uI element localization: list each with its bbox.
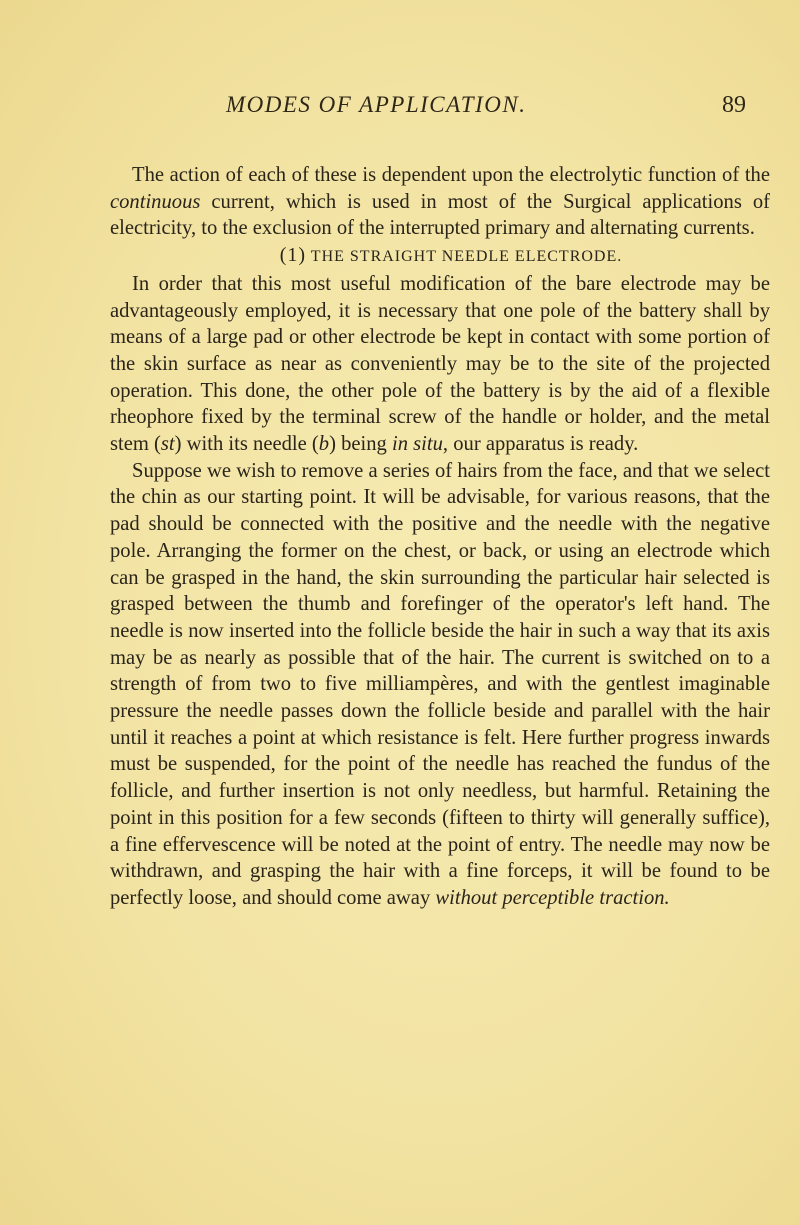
italic-run: st <box>160 433 175 456</box>
intro-paragraph <box>110 162 770 242</box>
section-title: THE STRAIGHT NEEDLE ELECTRODE. <box>310 248 623 266</box>
page-body <box>110 162 770 912</box>
running-head: MODES OF APPLICATION. <box>226 92 527 117</box>
italic-run: in situ <box>392 433 443 456</box>
text-run: ) with its needle ( <box>174 433 319 456</box>
section-number: (1) <box>279 244 307 267</box>
paragraph-electrode <box>110 271 770 458</box>
italic-run: b <box>318 433 330 456</box>
section-heading <box>110 242 770 271</box>
text-run: current, which is used in most of the Surgical applications of electricity, to the exclusion of the interrupted primary and alternating currents. <box>110 190 770 240</box>
paragraph-procedure <box>110 458 770 912</box>
text-run: , our apparatus is ready. <box>442 433 639 456</box>
page-header <box>0 92 800 132</box>
text-run: In order that this most useful modification of the bare electrode may be advantageously employed, it is necessary that one pole of the battery shall by means of a large pad or other electrode be kept in contact with some portion of the skin surface as near as conveniently may be to the site of the projected operation. This done, the other pole of the battery is by the aid of a flexible rheophore fixed by the terminal screw of the handle or holder, and the metal stem ( <box>110 272 770 456</box>
text-run: Suppose we wish to remove a series of hairs from the face, and that we select the chin as our starting point. It will be advisable, for various reasons, that the pad should be connected with the positive and the needle with the negative pole. Arranging the former on the chest, or back, or using an electrode which can be grasped in the hand, the skin surrounding the particular hair selected is grasped between the thumb and forefinger of the operator's left hand. The needle is now inserted into the follicle beside the hair in such a way that its axis may be as nearly as possible that of the hair. The current is switched on to a strength of from two to five milliampères, and with the gentlest imaginable pressure the needle passes down the follicle beside and parallel with the hair until it reaches a point at which resistance is felt. Here further progress inwards must be suspended, for the point of the needle has reached the fundus of the follicle, and further insertion is not only needless, but harmful. Retaining the point in this position for a few seconds (fifteen to thirty will generally suffice), a fine effervescence will be noted at the point of entry. The needle may now be withdrawn, and grasping the hair with a fine forceps, it will be found to be perfectly loose, and should come away <box>110 459 770 909</box>
italic-run: without perceptible traction. <box>435 886 670 909</box>
page-number: 89 <box>722 92 746 118</box>
text-run: ) being <box>329 433 392 456</box>
text-run: The action of each of these is dependent upon the electrolytic function of the <box>132 164 770 186</box>
italic-run: continuous <box>110 190 201 213</box>
